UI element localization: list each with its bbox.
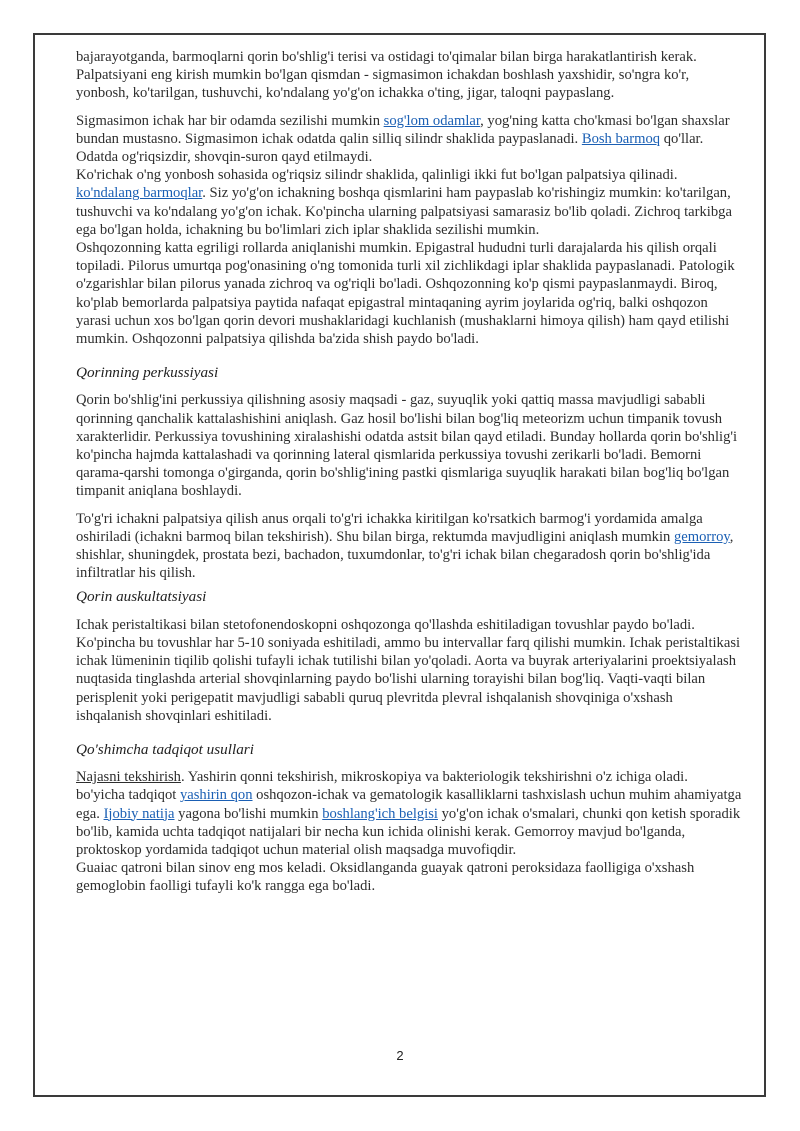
text-span: qo'llar. Odatda og'riqsizdir, shovqin-suron qayd etilmaydi.: [76, 130, 704, 166]
link-positive-result[interactable]: Ijobiy natija: [103, 805, 175, 822]
text-span: . Yashirin qonni tekshirish, mikroskopiya va bakteriologik tekshirishni o'z ichiga oladi.: [180, 769, 688, 786]
text-span: . Siz yo'g'on ichakning boshqa qismlarini ham paypaslab ko'rishingiz mumkin: ko'tarilgan, tushuvchi va ko'ndalang yo'g'on ichak. Ko'pincha ularning palpatsiyasi samarasiz bo'lib qoladi. Zichroq tarkibga ega bo'lgan holda, ichakning bu bo'limlari zich iplar shaklida sezilishi mumkin.: [76, 185, 732, 238]
text-span: yagona bo'lishi mumkin: [174, 805, 323, 822]
link-occult-blood[interactable]: yashirin qon: [179, 787, 253, 804]
paragraph-palpation-intro: bajarayotganda, barmoqlarni qorin bo'shlig'i terisi va ostidagi to'qimalar bilan birga harakatlantirish kerak. Palpatsiyani eng kirish mumkin bo'lgan qismdan - sigmasimon ichakdan boshlash yaxshidir, so'ngra ko'r, yonbosh, ko'tarilgan, tushuvchi, ko'ndalang yo'g'on ichakka o'ting, jigar, taloqni paypaslang.: [76, 49, 697, 102]
text-span: Ko'richak o'ng yonbosh sohasida og'riqsiz silindr shaklida, qalinligi ikki fut bo'lgan palpatsiya qilinadi.: [76, 167, 678, 184]
link-initial-sign[interactable]: boshlang'ich belgisi: [322, 805, 438, 822]
text-span: yo'g'on ichak o'smalari, chunki qon ketish sporadik bo'lib, kamida uchta tadqiqot natijalari bir necha kun ichida olinishi kerak. Gemorroy mavjud bo'lganda, proktoskop yordamida tadqiqot uchun material olish maqsadga muvofiqdir.: [76, 805, 741, 858]
link-hemorrhoids[interactable]: gemorroy: [673, 528, 730, 545]
link-thumb[interactable]: Bosh barmoq: [581, 130, 661, 147]
text-span: bo'yicha tadqiqot: [76, 787, 180, 804]
text-span: oshqozon-ichak va gematologik kasalliklarni tashxislash uchun muhim ahamiyatga ega.: [76, 787, 742, 822]
paragraph-rectal-exam: [76, 510, 742, 583]
link-stool-exam[interactable]: Najasni tekshirish: [76, 769, 181, 786]
text-span: To'g'ri ichakni palpatsiya qilish anus orqali to'g'ri ichakka kiritilgan ko'rsatkich barmog'i yordamida amalga oshiriladi (ichakni barmoq bilan tekshirish). Shu bilan birga, rektumda mavjudligini aniqlash mumkin: [76, 510, 703, 545]
page-number: 2: [396, 1048, 404, 1063]
heading-percussion: Qorinning perkussiyasi: [76, 364, 219, 382]
paragraph-stool-exam: [76, 768, 742, 786]
paragraph-auscultation: Ichak peristaltikasi bilan stetofonendoskopni oshqozonga qo'llashda eshitiladigan tovushlar paydo bo'ladi. Ko'pincha bu tovushlar har 5-10 soniyada eshitiladi, ammo bu intervallar farq qilishi mumkin. Ichak peristaltikasi ichak lümeninin tiqilib qolishi tufayli ichak tutilishi bilan yo'qoladi. Aorta va buyrak arteriyalarini proektsiyalash nuqtasida tinglashda arterial shovqinlarning paydo bo'lishi ularning torayishi bilan bog'liq. Vaqti-vaqti bilan perisplenit yoki perigepatit mavjudligi sababli quruq plevritda plevral ishqalanish shovqiniga o'xshash ishqalanish shovqinlari eshitiladi.: [76, 616, 741, 724]
document-body: [76, 48, 742, 896]
paragraph-occult-blood: [76, 786, 742, 859]
paragraph-guaiac: Guaiac qatroni bilan sinov eng mos keladi. Oksidlanganda guayak qatroni peroksidaza faolligiga o'xshash gemoglobin faolligi tufayli ko'k rangga ega bo'ladi.: [76, 860, 695, 895]
text-span: , shishlar, shuningdek, prostata bezi, bachadon, tuxumdonlar, to'g'ri ichak bilan chegaradosh qorin bo'shlig'ida infiltratlar his qilish.: [76, 528, 734, 582]
heading-additional-methods: Qo'shimcha tadqiqot usullari: [76, 740, 254, 758]
link-transverse-fingers[interactable]: ko'ndalang barmoqlar: [76, 185, 203, 202]
paragraph-sigmoid: [76, 112, 742, 167]
paragraph-percussion: Qorin bo'shlig'ini perkussiya qilishning asosiy maqsadi - gaz, suyuqlik yoki qattiq massa mavjudligi sababli qorinning qanchalik kattalashishini aniqlash. Gaz hosil bo'lishi bilan bog'liq meteorizm uchun timpanik tovush xarakterlidir. Perkussiya tovushining xiralashishi odatda astsit bilan qayd etiladi. Bunday hollarda qorin bo'shlig'i ko'pincha hajmda kattalashadi va qorinning lateral qismlarida perkussiya tovushi zerikarli bo'ladi. Bemorni qarama-qarshi tomonga o'girganda, qorin bo'shlig'ining pastki qismlariga suyuqlik harakati bilan bog'liq bo'lgan timpanit aniqlana boshlaydi.: [76, 392, 738, 500]
text-span: , yog'ning katta cho'kmasi bo'lgan shaxslar bundan mustasno. Sigmasimon ichak odatda qalin silliq silindr shaklida paypaslanadi.: [76, 112, 730, 147]
heading-auscultation: Qorin auskultatsiyasi: [76, 588, 207, 606]
paragraph-stomach: Oshqozonning katta egriligi rollarda aniqlanishi mumkin. Epigastral hududni turli darajalarda his qilish orqali topiladi. Pilorus umurtqa pog'onasining o'ng tomonida turli xil zichlikdagi iplar shaklida paypaslanadi. Patologik o'zgarishlar bilan pilorus yanada zichroq va og'riqli bo'ladi. Oshqozonning ko'p qismi paypaslanmaydi. Biroq, ko'plab bemorlarda palpatsiya paytida nafaqat epigastral mintaqaning ayrim joylarida og'riq, balki oshqozon yarasi uchun xos bo'lgan qorin devori mushaklaridagi kuchlanish (mushaklarni himoya qilish) ham qayd etilishi mumkin. Oshqozonni palpatsiya qilishda ba'zida shish paydo bo'ladi.: [76, 240, 735, 348]
link-healthy-people[interactable]: sog'lom odamlar: [383, 112, 481, 129]
text-span: Sigmasimon ichak har bir odamda sezilishi mumkin: [76, 112, 384, 129]
paragraph-cecum: [76, 166, 742, 239]
